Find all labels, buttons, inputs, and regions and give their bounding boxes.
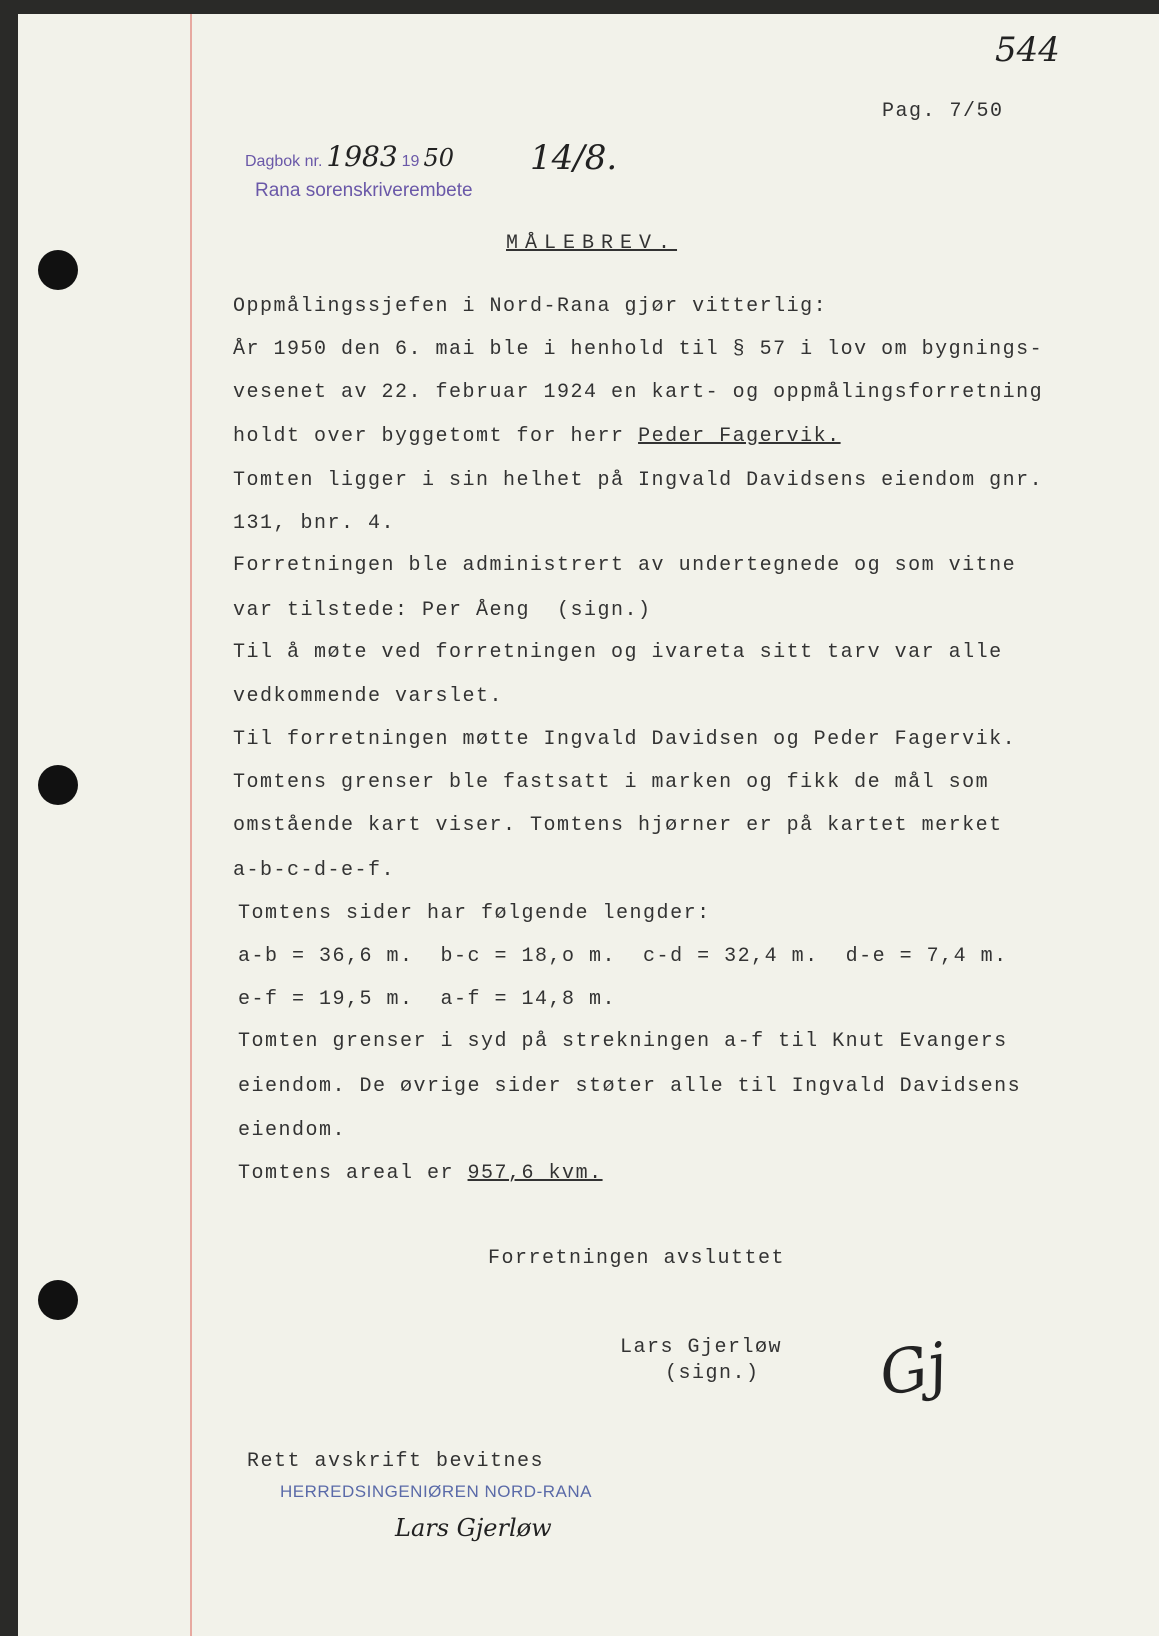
plot-area: 957,6 kvm.: [467, 1162, 603, 1185]
line-text: Forretningen ble administrert av undertegnede og som vitne: [233, 554, 1017, 577]
stamp-office: Rana sorenskriverembete: [255, 180, 473, 201]
line-text: omstående kart viser. Tomtens hjørner er på kartet merket: [233, 814, 1003, 837]
diary-year: 50: [423, 144, 454, 172]
body-line: [233, 554, 1016, 578]
body-line: [233, 338, 1043, 362]
stamp-number-line: [245, 140, 473, 179]
body-line: [238, 988, 616, 1012]
attest-signature: Lars Gjerløw: [395, 1514, 552, 1542]
body-line: [233, 859, 395, 883]
owner-name: Peder Fagervik.: [638, 425, 841, 448]
body-line: [238, 1030, 1008, 1054]
line-text: var tilstede: Per Åeng (sign.): [233, 599, 652, 622]
body-line: [233, 814, 1003, 838]
body-line: [233, 641, 1003, 665]
line-text: Til forretningen møtte Ingvald Davidsen og Peder Fagervik.: [233, 728, 1017, 751]
handwritten-initials: Gj: [874, 1329, 953, 1411]
line-text: e-f = 19,5 m. a-f = 14,8 m.: [238, 988, 617, 1011]
signer-name: Lars Gjerløw: [620, 1336, 783, 1359]
punch-hole: [38, 250, 78, 290]
document-title: MÅLEBREV.: [506, 232, 678, 255]
line-text: Tomtens grenser ble fastsatt i marken og fikk de mål som: [233, 771, 990, 794]
body-line: [233, 512, 395, 536]
line-text: Tomten grenser i syd på strekningen a-f til Knut Evangers: [238, 1030, 1008, 1053]
attestation-text: Rett avskrift bevitnes: [247, 1450, 545, 1473]
attest-stamp: HERREDSINGENIØREN NORD-RANA: [280, 1482, 592, 1501]
line-text: Tomtens sider har følgende lengder:: [238, 902, 711, 925]
line-text: a-b-c-d-e-f.: [233, 859, 396, 882]
body-line: [233, 381, 1043, 405]
line-text: holdt over byggetomt for herr: [233, 425, 639, 448]
body-line: [233, 425, 841, 449]
body-line: [233, 295, 827, 319]
body-line: [233, 685, 503, 709]
closing-text: Forretningen avsluttet: [488, 1247, 786, 1270]
diary-number: 1983: [326, 140, 398, 173]
body-line: [238, 1162, 603, 1186]
signer-sign: (sign.): [665, 1362, 760, 1385]
body-line: [233, 469, 1043, 493]
handwritten-date: 14/8.: [530, 138, 618, 178]
line-text: eiendom.: [238, 1119, 347, 1142]
body-line: [238, 902, 711, 926]
line-text: Tomten ligger i sin helhet på Ingvald Davidsens eiendom gnr.: [233, 469, 1044, 492]
line-text: År 1950 den 6. mai ble i henhold til § 57 i lov om bygnings-: [233, 338, 1044, 361]
line-text: Tomtens areal er: [238, 1162, 468, 1185]
punch-hole: [38, 765, 78, 805]
body-line: [238, 945, 1008, 969]
body-line: [233, 771, 989, 795]
pagination: Pag. 7/50: [882, 100, 1004, 123]
body-line: [233, 728, 1016, 752]
line-text: vesenet av 22. februar 1924 en kart- og oppmålingsforretning: [233, 381, 1044, 404]
punch-hole: [38, 1280, 78, 1320]
line-text: eiendom. De øvrige sider støter alle til Ingvald Davidsens: [238, 1075, 1022, 1098]
body-line: [238, 1119, 346, 1143]
handwritten-page-number: 544: [995, 30, 1060, 70]
line-text: Oppmålingssjefen i Nord-Rana gjør vitterlig:: [233, 295, 828, 318]
diary-stamp: [245, 140, 473, 203]
line-text: Til å møte ved forretningen og ivareta sitt tarv var alle: [233, 641, 1003, 664]
margin-line: [190, 14, 192, 1636]
stamp-year-prefix: 19: [401, 153, 420, 170]
body-line: [238, 1075, 1021, 1099]
line-text: vedkommende varslet.: [233, 685, 504, 708]
stamp-label: Dagbok nr.: [245, 153, 323, 170]
body-line: [233, 599, 652, 623]
line-text: 131, bnr. 4.: [233, 512, 396, 535]
line-text: a-b = 36,6 m. b-c = 18,o m. c-d = 32,4 m. d-e = 7,4 m.: [238, 945, 1008, 968]
